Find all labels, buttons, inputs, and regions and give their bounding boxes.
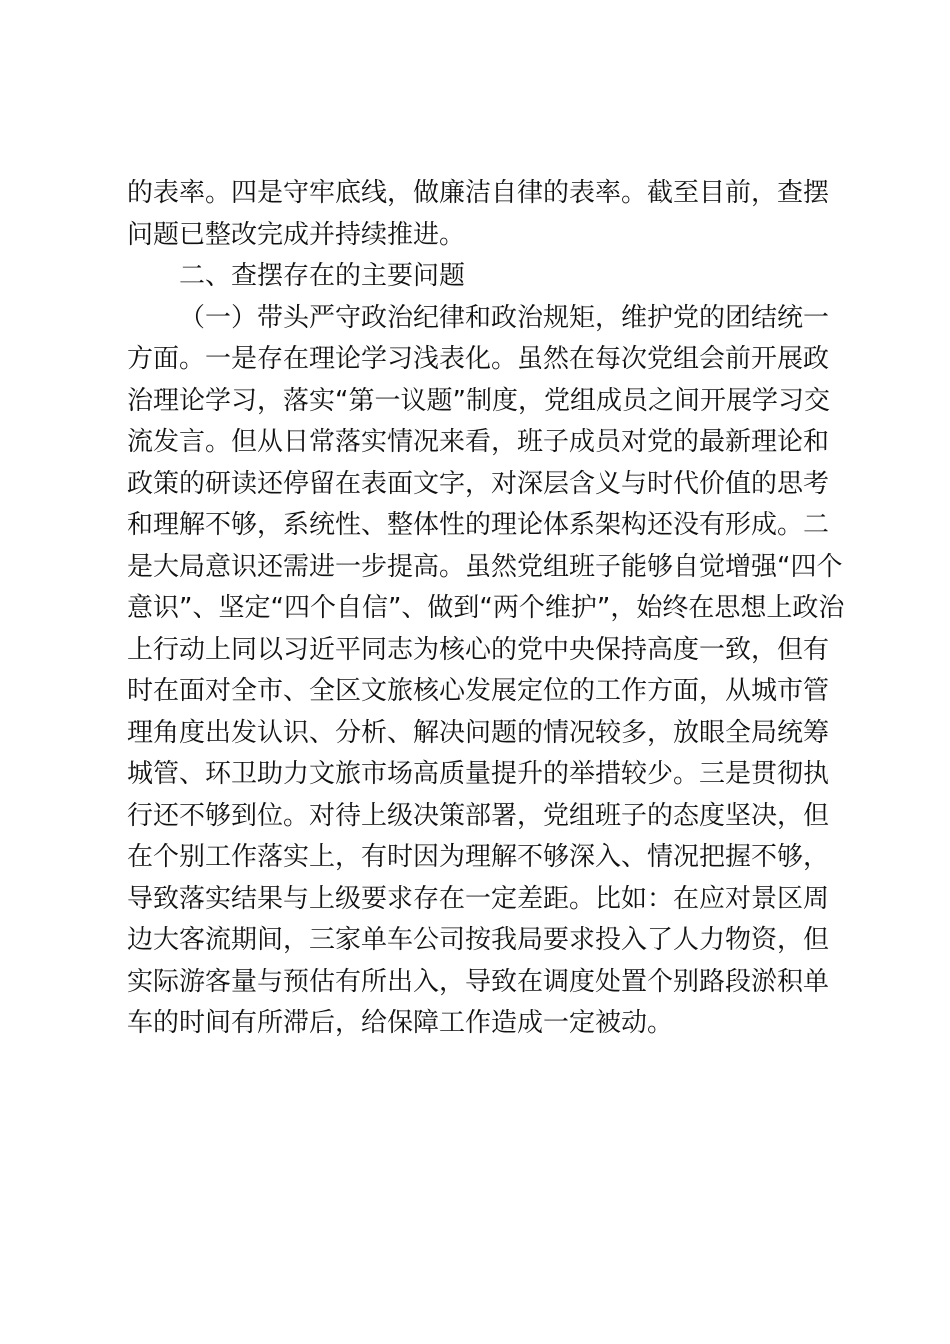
paragraph-line: 流发言。但从日常落实情况来看，班子成员对党的最新理论和	[127, 427, 830, 457]
paragraph-line: 和理解不够，系统性、整体性的理论体系架构还没有形成。二	[127, 510, 830, 540]
paragraph-line: 问题已整改完成并持续推进。	[127, 219, 466, 250]
section-heading: 二、查摆存在的主要问题	[179, 261, 466, 291]
paragraph-line: 车的时间有所滞后，给保障工作造成一定被动。	[127, 1008, 674, 1038]
paragraph-line: 治理论学习，落实“第一议题”制度，党组成员之间开展学习交	[127, 385, 830, 416]
paragraph-line: 时在面对全市、全区文旅核心发展定位的工作方面，从城市管	[127, 676, 830, 706]
document-body	[127, 173, 845, 1045]
paragraph-line: 上行动上同以习近平同志为核心的党中央保持高度一致，但有	[127, 634, 830, 665]
subsection-heading-line: （一）带头严守政治纪律和政治规矩，维护党的团结统一	[179, 302, 830, 333]
paragraph-line: 的表率。四是守牢底线，做廉洁自律的表率。截至目前，查摆	[127, 178, 830, 208]
paragraph-line: 边大客流期间，三家单车公司按我局要求投入了人力物资，但	[127, 925, 830, 955]
paragraph-line: 行还不够到位。对待上级决策部署，党组班子的态度坚决，但	[127, 800, 830, 831]
paragraph-line: 政策的研读还停留在表面文字，对深层含义与时代价值的思考	[127, 468, 830, 499]
paragraph-line: 是大局意识还需进一步提高。虽然党组班子能够自觉增强“四个	[127, 551, 843, 582]
paragraph-line: 在个别工作落实上，有时因为理解不够深入、情况把握不够，	[127, 842, 830, 872]
paragraph-line: 实际游客量与预估有所出入，导致在调度处置个别路段淤积单	[127, 966, 830, 997]
paragraph-line: 意识”、坚定“四个自信”、做到“两个维护”，始终在思想上政治	[127, 593, 845, 623]
paragraph-line: 理角度出发认识、分析、解决问题的情况较多，放眼全局统筹	[127, 717, 830, 748]
paragraph-line: 导致落实结果与上级要求存在一定差距。比如：在应对景区周	[127, 883, 830, 914]
paragraph-line: 城管、环卫助力文旅市场高质量提升的举措较少。三是贯彻执	[127, 759, 830, 789]
paragraph-line: 方面。一是存在理论学习浅表化。虽然在每次党组会前开展政	[127, 344, 830, 374]
